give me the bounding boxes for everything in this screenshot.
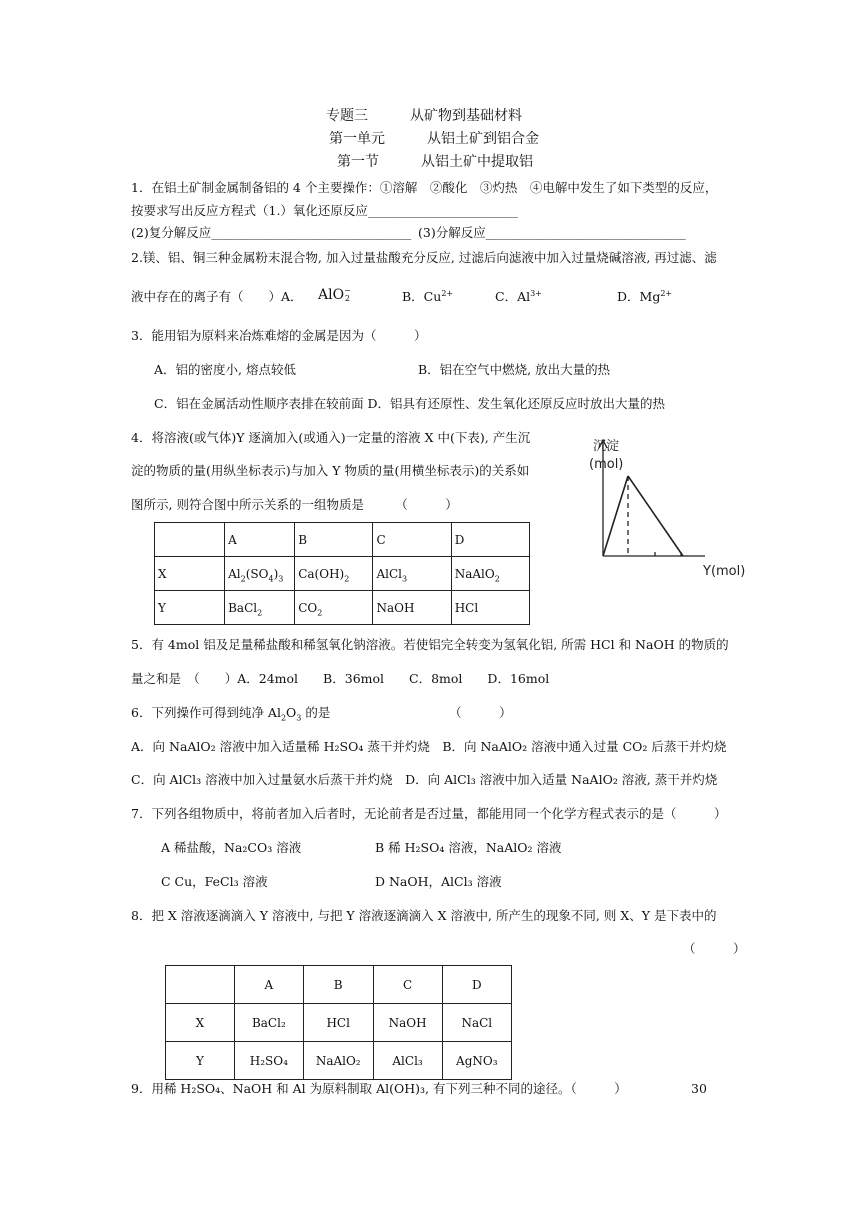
q3-option-cd: C．铝在金属活动性顺序表排在较前面 D．铝具有还原性、发生氧化还原反应时放出大量的热 bbox=[154, 396, 666, 411]
q4-table-cell: NaAlO$_2$ bbox=[451, 557, 529, 591]
q8-table-cell: B bbox=[303, 966, 373, 1004]
q1-line-3b: (3)分解反应________________________________ bbox=[418, 225, 686, 240]
q8-table-cell: D bbox=[442, 966, 511, 1004]
q4-table-cell: BaCl$_2$ bbox=[225, 591, 295, 625]
graph-fall-line bbox=[628, 476, 683, 556]
q4-precipitate-graph bbox=[565, 428, 765, 588]
q8-answer-paren: （ ） bbox=[683, 941, 746, 956]
q8-table-cell: A bbox=[234, 966, 303, 1004]
q4-table-cell: B bbox=[295, 523, 373, 557]
q4-line-1: 4．将溶液(或气体)Y 逐滴加入(或通入)一定量的溶液 X 中(下表), 产生沉 bbox=[131, 430, 531, 445]
q4-table-cell: $Al_2(SO_4)_3$ bbox=[225, 557, 295, 591]
q4-table-cell: C bbox=[373, 523, 451, 557]
header-line-3: 第一节 从铝土矿中提取铝 bbox=[337, 154, 533, 170]
q2-option-a: AlO − 2 bbox=[318, 286, 351, 303]
graph-x-label: Y(mol) bbox=[703, 564, 746, 579]
q4-table bbox=[154, 522, 530, 625]
q3-option-b: B．铝在空气中燃烧, 放出大量的热 bbox=[418, 362, 611, 377]
q8-table-cell: NaAlO₂ bbox=[303, 1042, 373, 1080]
q4-table-cell bbox=[155, 523, 225, 557]
q6-option-cd: C．向 AlCl₃ 溶液中加入过量氨水后蒸干并灼烧 D．向 AlCl₃ 溶液中加入适量 NaAlO₂ 溶液, 蒸干并灼烧 bbox=[131, 772, 718, 787]
q6-option-ab: A．向 NaAlO₂ 溶液中加入适量稀 H₂SO₄ 蒸干并灼烧 B．向 NaAlO₂ 溶液中通入过量 CO₂ 后蒸干并灼烧 bbox=[131, 739, 727, 754]
q8-table-cell: NaCl bbox=[442, 1004, 511, 1042]
q8-table-cell: AlCl₃ bbox=[373, 1042, 442, 1080]
q8-table-cell: C bbox=[373, 966, 442, 1004]
q3-option-a: A．铝的密度小, 熔点较低 bbox=[154, 362, 296, 377]
q8-table-cell: HCl bbox=[303, 1004, 373, 1042]
q7-option-b: B 稀 H₂SO₄ 溶液，NaAlO₂ 溶液 bbox=[375, 840, 562, 855]
q8-table-cell: Y bbox=[166, 1042, 235, 1080]
q4-table-cell: NaOH bbox=[373, 591, 451, 625]
q8-table-header-row bbox=[166, 966, 512, 1004]
q4-table-row-y bbox=[155, 591, 530, 625]
page-number: 30 bbox=[691, 1081, 707, 1096]
q5-line-2: 量之和是 （ ）A．24mol B．36mol C．8mol D．16mol bbox=[131, 671, 550, 686]
q1-line-1: 1．在铝土矿制金属制备铝的 4 个主要操作：①溶解 ②酸化 ③灼热 ④电解中发生了如下类型的反应， bbox=[131, 180, 718, 195]
q4-table-row-x bbox=[155, 557, 530, 591]
q8-table-row-x bbox=[166, 1004, 512, 1042]
q4-table-cell: X bbox=[155, 557, 225, 591]
q8-table bbox=[165, 965, 512, 1080]
q4-table-cell: $CO_2$ bbox=[295, 591, 373, 625]
q3-stem: 3．能用铝为原料来冶炼难熔的金属是因为（ ） bbox=[131, 328, 427, 343]
q8-table-cell: X bbox=[166, 1004, 235, 1042]
q8-table-row-y bbox=[166, 1042, 512, 1080]
q4-table-cell: D bbox=[451, 523, 529, 557]
header-line-1: 专题三 从矿物到基础材料 bbox=[326, 108, 522, 124]
q8-line-1: 8．把 X 溶液逐滴滴入 Y 溶液中, 与把 Y 溶液逐滴滴入 X 溶液中, 所产生的现象不同, 则 X、Y 是下表中的 bbox=[131, 908, 717, 923]
q4-table-header-row bbox=[155, 523, 530, 557]
q9-line: 9．用稀 H₂SO₄、NaOH 和 Al 为原料制取 Al(OH)₃, 有下列三种不同的途径。（ ） bbox=[131, 1081, 627, 1096]
graph-rise-line bbox=[603, 476, 628, 556]
q8-table-cell: NaOH bbox=[373, 1004, 442, 1042]
q4-table-cell: AlCl$_3$ bbox=[373, 557, 451, 591]
q5-line-1: 5．有 4mol 铝及足量稀盐酸和稀氢氧化钠溶液。若使铝完全转变为氢氧化铝, 所需 HCl 和 NaOH 的物质的 bbox=[131, 637, 729, 652]
q1-line-2: 按要求写出反应方程式（1.）氧化还原反应________________________ bbox=[131, 203, 518, 218]
q6-stem: 6．下列操作可得到纯净 $Al_2O_3$ 的是 （ ） bbox=[131, 705, 512, 723]
q7-stem: 7．下列各组物质中，将前者加入后者时，无论前者是否过量，都能用同一个化学方程式表示的是（ ） bbox=[131, 806, 727, 821]
q7-option-c: C Cu，FeCl₃ 溶液 bbox=[161, 874, 268, 889]
q7-option-a: A 稀盐酸，Na₂CO₃ 溶液 bbox=[161, 840, 302, 855]
q7-option-d: D NaOH，AlCl₃ 溶液 bbox=[375, 874, 502, 889]
q4-table-cell: $Ca(OH)_2$ bbox=[295, 557, 373, 591]
q8-table-cell bbox=[166, 966, 235, 1004]
q2-option-b: B．$Cu^{2+}$ bbox=[402, 288, 454, 304]
q8-table-cell: H₂SO₄ bbox=[234, 1042, 303, 1080]
q8-table-cell: BaCl₂ bbox=[234, 1004, 303, 1042]
q4-table-cell: HCl bbox=[451, 591, 529, 625]
q4-line-3: 图所示, 则符合图中所示关系的一组物质是 （ ） bbox=[131, 497, 458, 512]
q2-line-2: 液中存在的离子有（ ）A． bbox=[131, 289, 303, 304]
q4-table-cell: Y bbox=[155, 591, 225, 625]
graph-y-label-1: 沉淀 bbox=[593, 439, 620, 454]
q8-table-cell: AgNO₃ bbox=[442, 1042, 511, 1080]
q2-line-1: 2.镁、铝、铜三种金属粉末混合物, 加入过量盐酸充分反应, 过滤后向滤液中加入过量烧碱溶液, 再过滤、滤 bbox=[131, 250, 717, 265]
graph-y-label-2: (mol) bbox=[589, 457, 624, 472]
q4-line-2: 淀的物质的量(用纵坐标表示)与加入 Y 物质的量(用横坐标表示)的关系如 bbox=[131, 463, 530, 478]
header-line-2: 第一单元 从铝土矿到铝合金 bbox=[329, 131, 539, 147]
q4-table-cell: A bbox=[225, 523, 295, 557]
q2-option-d: D．$Mg^{2+}$ bbox=[617, 288, 673, 304]
q2-option-c: C．$Al^{3+}$ bbox=[495, 288, 542, 304]
q1-line-3a: (2)复分解反应________________________________ bbox=[131, 225, 412, 240]
